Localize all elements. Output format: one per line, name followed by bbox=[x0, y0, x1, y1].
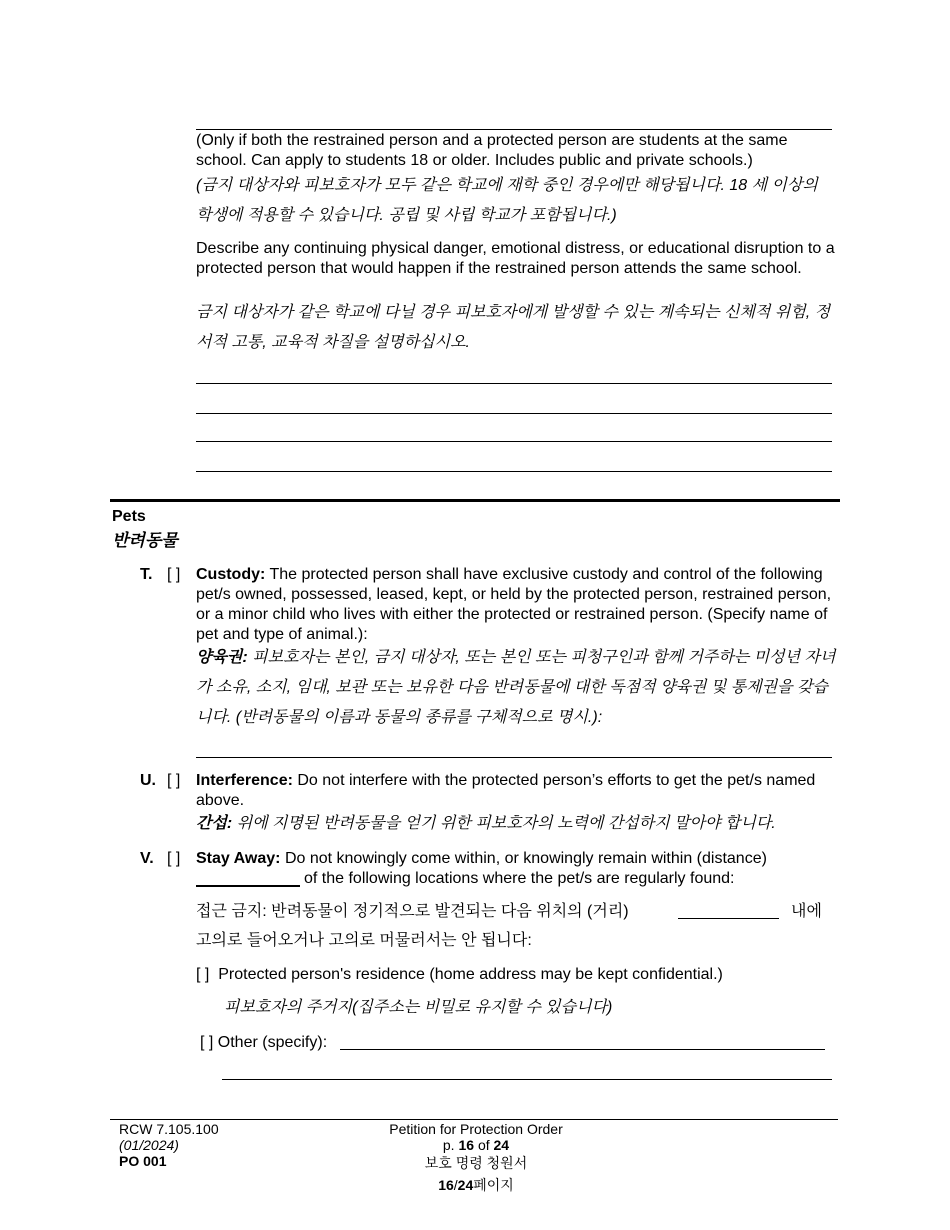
answer-line[interactable] bbox=[196, 471, 832, 472]
answer-line[interactable] bbox=[196, 413, 832, 414]
custody-title: Custody: bbox=[196, 566, 266, 583]
custody-text-ko bbox=[196, 643, 836, 733]
custody-title-ko: 양육권: bbox=[196, 649, 248, 666]
answer-line[interactable] bbox=[196, 129, 832, 130]
answer-line[interactable] bbox=[196, 383, 832, 384]
residence-option[interactable]: [ ] Protected person's residence (home address may be kept confidential.) bbox=[196, 966, 723, 983]
footer-title: Petition for Protection Order bbox=[389, 1121, 563, 1137]
custody-body-ko: 피보호자는 본인, 금지 대상자, 또는 본인 또는 피청구인과 함께 거주하는 미성년 자녀가 소유, 소지, 임대, 보관 또는 보유한 다음 반려동물에 대한 독점적 양육권 및 통제권을 갖습니다. (반려동물의 이름과 동물의 종류를 구체적으로 명시.): bbox=[196, 649, 836, 726]
footer-page-prefix: p. bbox=[442, 1137, 455, 1153]
stay-away-title: Stay Away: bbox=[196, 850, 281, 867]
stay-away-ko-1: 접근 금지: 반려동물이 정기적으로 발견되는 다음 위치의 (거리) bbox=[196, 903, 629, 920]
custody-body: The protected person shall have exclusive custody and control of the following pet/s owned, possessed, leased, kept, or held by the protected person, restrained person, or a minor child who lives with either the protected or restrained person. (Specify name of pet and type of animal.): bbox=[196, 566, 832, 643]
interference-text-en bbox=[196, 771, 836, 811]
section-divider bbox=[110, 499, 840, 502]
stay-away-body-1: Do not knowingly come within, or knowingly remain within (distance) bbox=[284, 850, 767, 867]
school-note-en: (Only if both the restrained person and a protected person are students at the same school. Can apply to students 18 or older. Includes public and private schools.) bbox=[196, 132, 788, 169]
distance-blank[interactable] bbox=[196, 869, 300, 887]
answer-line[interactable] bbox=[196, 441, 832, 442]
stay-away-text-en bbox=[196, 849, 836, 869]
footer-page-ko bbox=[376, 1177, 576, 1193]
item-letter: U. bbox=[140, 772, 156, 789]
footer-page-ko-suffix: 페이지 bbox=[473, 1177, 514, 1193]
footer-rcw: RCW 7.105.100 bbox=[119, 1121, 219, 1137]
distance-blank-ko[interactable] bbox=[678, 902, 779, 919]
custody-checkbox[interactable]: [ ] bbox=[167, 566, 181, 583]
school-note-ko: (금지 대상자와 피보호자가 모두 같은 학교에 재학 중인 경우에만 해당됩니다. 18 세 이상의 학생에 적용할 수 있습니다. 공립 및 사립 학교가 포함됩니다.) bbox=[196, 177, 818, 224]
item-letter: V. bbox=[140, 850, 154, 867]
residence-option-ko: 피보호자의 주거지(집주소는 비밀로 유지할 수 있습니다) bbox=[224, 999, 613, 1016]
footer-title-ko: 보호 명령 청원서 bbox=[424, 1155, 528, 1171]
interference-checkbox[interactable]: [ ] bbox=[167, 772, 181, 789]
school-describe-ko: 금지 대상자가 같은 학교에 다닐 경우 피보호자에게 발생할 수 있는 계속되는 신체적 위험, 정서적 고통, 교육적 차질을 설명하십시오. bbox=[196, 304, 831, 351]
other-specify-line-2[interactable] bbox=[222, 1079, 832, 1080]
interference-title-ko: 간섭: bbox=[196, 815, 233, 832]
footer-center bbox=[376, 1121, 576, 1193]
stay-away-ko-3: 고의로 들어오거나 고의로 머물러서는 안 됩니다: bbox=[196, 932, 532, 949]
interference-text-ko bbox=[196, 814, 856, 834]
stay-away-body-2: of the following locations where the pet/s are regularly found: bbox=[304, 870, 735, 887]
footer-date: (01/2024) bbox=[119, 1137, 179, 1153]
other-specify-line[interactable] bbox=[340, 1049, 825, 1050]
custody-text-en bbox=[196, 565, 836, 645]
footer-page-ko-sep: / bbox=[453, 1177, 458, 1193]
school-describe-en: Describe any continuing physical danger, emotional distress, or educational disruption to a protected person that would happen if the restrained person attends the same school. bbox=[196, 240, 835, 277]
footer-rule bbox=[110, 1119, 838, 1120]
interference-body: Do not interfere with the protected person’s efforts to get the pet/s named above. bbox=[196, 772, 816, 809]
item-letter: T. bbox=[140, 566, 153, 583]
pets-heading: Pets bbox=[112, 508, 146, 525]
footer-page-ko-total: 24 bbox=[457, 1177, 474, 1193]
interference-title: Interference: bbox=[196, 772, 293, 789]
footer-page-of: of bbox=[477, 1137, 490, 1153]
footer-left bbox=[119, 1121, 219, 1169]
stay-away-ko-2: 내에 bbox=[791, 903, 822, 920]
footer-page-ko-num: 16 bbox=[438, 1177, 454, 1193]
stay-away-checkbox[interactable]: [ ] bbox=[167, 850, 181, 867]
footer-page bbox=[376, 1137, 576, 1153]
interference-body-ko: 위에 지명된 반려동물을 얻기 위한 피보호자의 노력에 간섭하지 말아야 합니다. bbox=[236, 815, 776, 832]
pet-answer-line[interactable] bbox=[196, 757, 832, 758]
footer-page-total: 24 bbox=[493, 1137, 510, 1153]
pets-heading-ko: 반려동물 bbox=[112, 531, 178, 550]
footer-form: PO 001 bbox=[119, 1153, 167, 1169]
other-option[interactable]: [ ] Other (specify): bbox=[200, 1034, 328, 1051]
footer-page-num: 16 bbox=[458, 1137, 475, 1153]
